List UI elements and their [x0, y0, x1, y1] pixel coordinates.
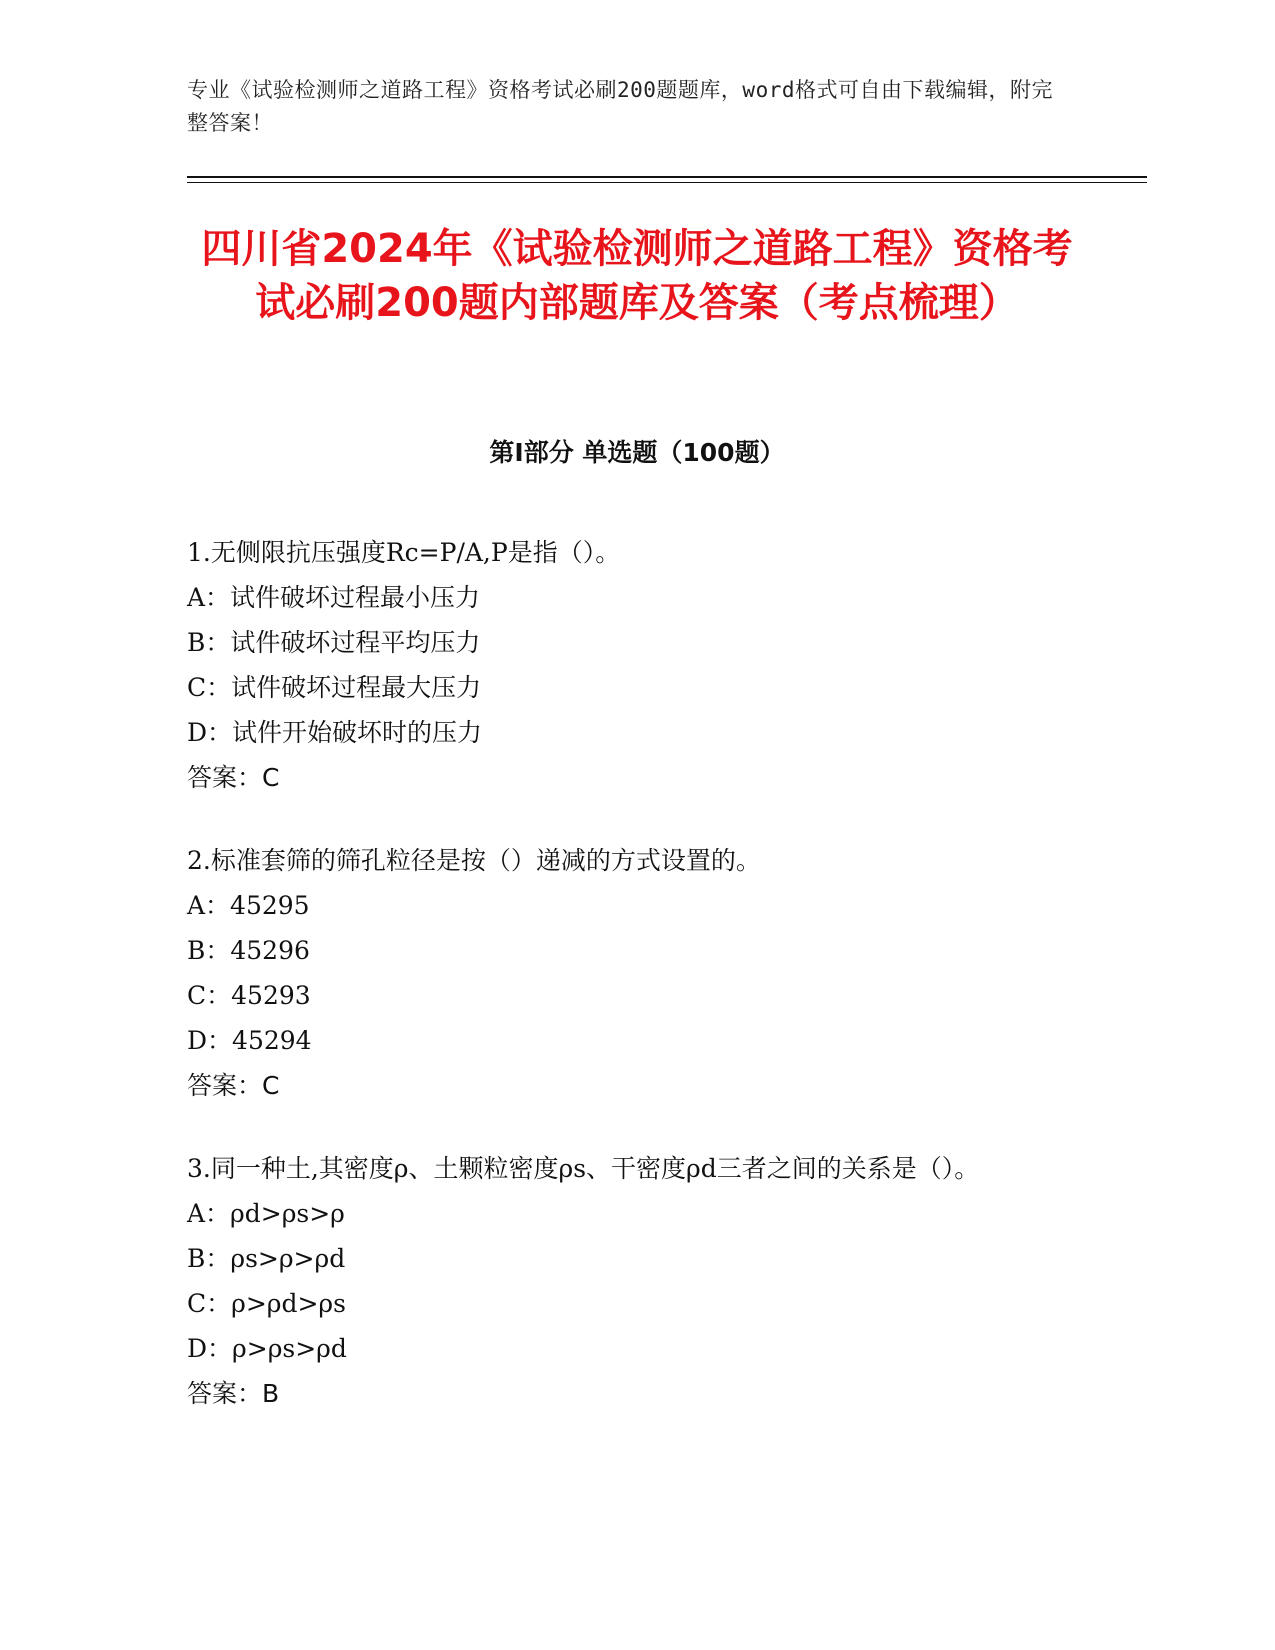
- question-1: [187, 530, 1087, 800]
- option-c: C：45293: [187, 981, 311, 1010]
- option-b: B：试件破坏过程平均压力: [187, 628, 481, 657]
- option-a: A：45295: [187, 891, 310, 920]
- option-a: A：ρd>ρs>ρ: [187, 1199, 345, 1228]
- question-2: [187, 838, 1087, 1108]
- question-stem: 2.标准套筛的筛孔粒径是按（）递减的方式设置的。: [187, 846, 761, 875]
- option-d: D：ρ>ρs>ρd: [187, 1334, 347, 1363]
- answer: 答案：C: [187, 1071, 280, 1100]
- question-3: [187, 1146, 1087, 1416]
- question-list: [187, 530, 1087, 1454]
- option-c: C：ρ>ρd>ρs: [187, 1289, 346, 1318]
- question-stem: 1.无侧限抗压强度Rc=P/A,P是指（）。: [187, 538, 621, 567]
- answer: 答案：C: [187, 763, 280, 792]
- option-d: D：45294: [187, 1026, 312, 1055]
- option-d: D：试件开始破坏时的压力: [187, 718, 483, 747]
- option-b: B：ρs>ρ>ρd: [187, 1244, 346, 1273]
- header-divider-thick: [187, 176, 1147, 178]
- option-b: B：45296: [187, 936, 310, 965]
- option-c: C：试件破坏过程最大压力: [187, 673, 482, 702]
- answer: 答案：B: [187, 1379, 280, 1408]
- header-divider-thin: [187, 182, 1147, 183]
- header-note: 专业《试验检测师之道路工程》资格考试必刷200题题库，word格式可自由下载编辑，附完整答案！: [187, 78, 1053, 135]
- option-a: A：试件破坏过程最小压力: [187, 583, 481, 612]
- question-stem: 3.同一种土,其密度ρ、土颗粒密度ρs、干密度ρd三者之间的关系是（）。: [187, 1154, 980, 1183]
- document-title: 四川省2024年《试验检测师之道路工程》资格考试必刷200题内部题库及答案（考点梳理）: [201, 226, 1073, 326]
- section-title: 第I部分 单选题（100题）: [489, 438, 785, 467]
